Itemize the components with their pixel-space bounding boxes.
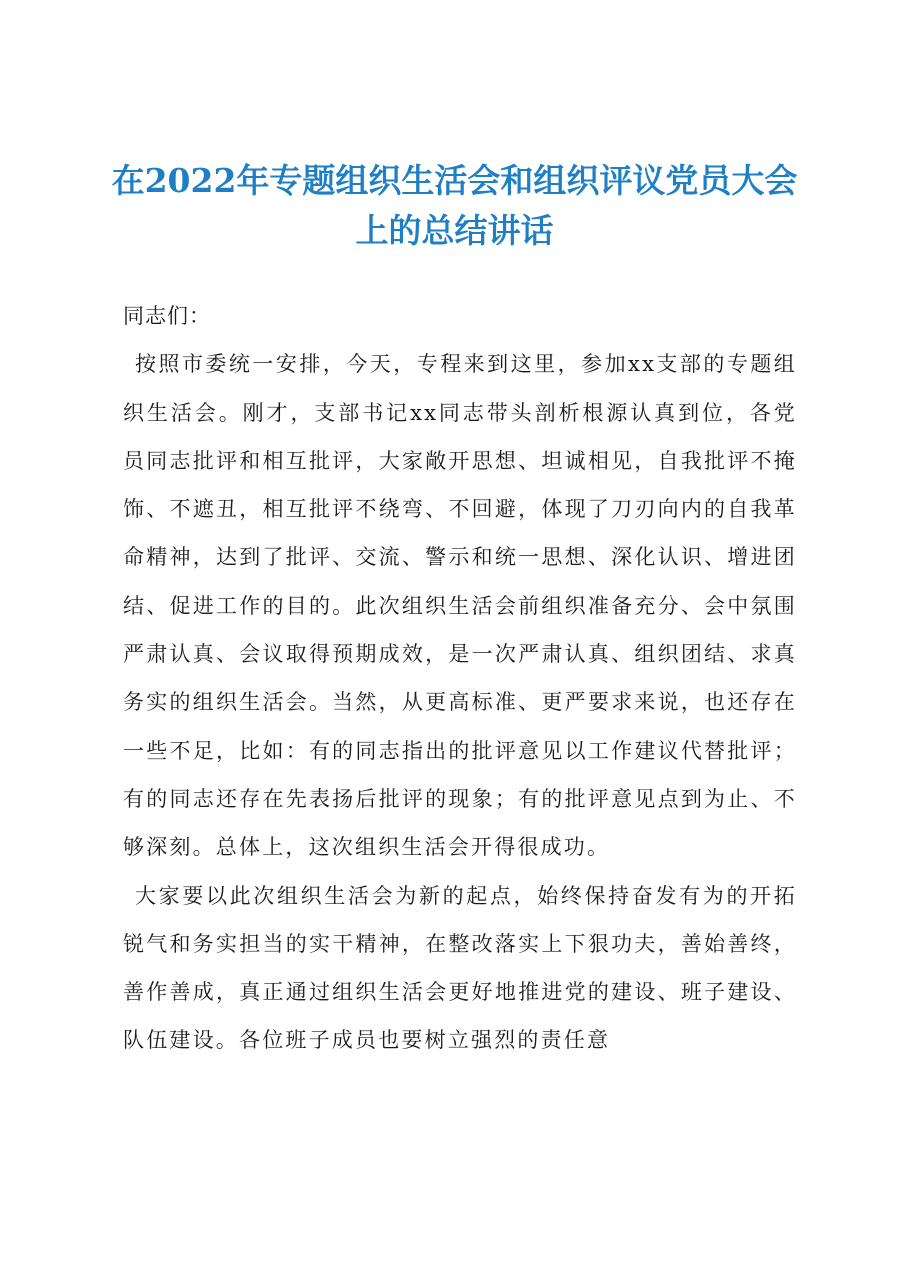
document-body [123, 292, 797, 1065]
salutation: 同志们： [123, 304, 211, 328]
document-title: 在2022年专题组织生活会和组织评议党员大会上的总结讲话 [111, 161, 798, 250]
paragraph-1: 按照市委统一安排，今天，专程来到这里，参加xx支部的专题组织生活会。刚才，支部书记xx同志带头剖析根源认真到位，各党员同志批评和相互批评，大家敞开思想、坦诚相见，自我批评不掩饰、不遮丑，相互批评不绕弯、不回避，体现了刀刃向内的自我革命精神，达到了批评、交流、警示和统一思想、深化认识、增进团结、促进工作的目的。此次组织生活会前组织准备充分、会中氛围严肃认真、会议取得预期成效，是一次严肃认真、组织团结、求真务实的组织生活会。当然，从更高标准、更严要求来说，也还存在一些不足，比如：有的同志指出的批评意见以工作建议代替批评；有的同志还存在先表扬后批评的现象；有的批评意见点到为止、不够深刻。总体上，这次组织生活会开得很成功。 [123, 352, 797, 860]
paragraph-2: 大家要以此次组织生活会为新的起点，始终保持奋发有为的开拓锐气和务实担当的实干精神，在整改落实上下狠功夫，善始善终，善作善成，真正通过组织生活会更好地推进党的建设、班子建设、队伍建设。各位班子成员也要树立强烈的责任意 [123, 883, 797, 1053]
